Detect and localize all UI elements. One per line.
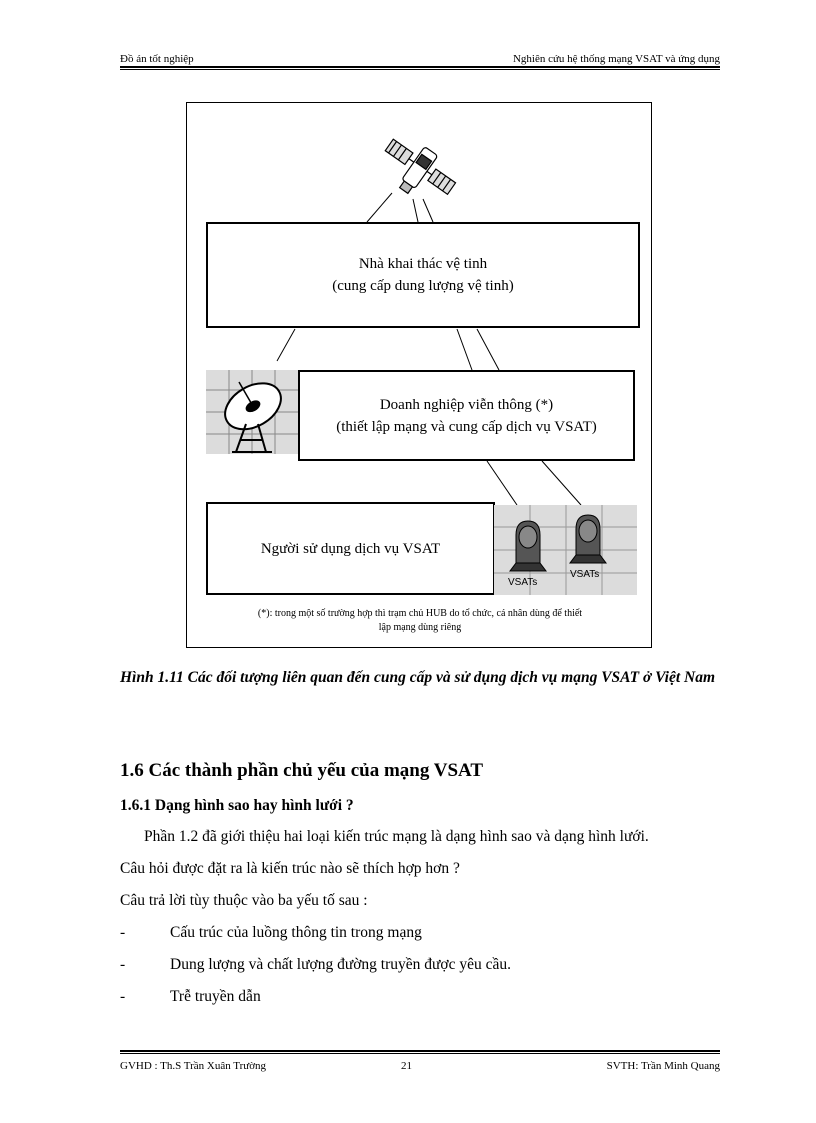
box1-line2: (cung cấp dung lượng vệ tinh) [332, 278, 514, 294]
footer-left: GVHD : Th.S Trần Xuân Trường [120, 1060, 267, 1072]
figure-note [207, 607, 633, 635]
bullet-item-1: Cấu trúc của luồng thông tin trong mạng [170, 924, 422, 941]
vsat-label-2: VSATs [570, 569, 600, 580]
satellite-icon [378, 129, 460, 209]
bullet-item-3: Trễ truyền dẫn [170, 988, 261, 1005]
box2-line2: (thiết lập mạng và cung cấp dịch vụ VSAT) [336, 418, 597, 435]
satellite-operator-box [206, 222, 640, 328]
figure-note-line2: lập mạng dùng riêng [378, 622, 462, 633]
box1-line1: Nhà khai thác vệ tinh [358, 256, 488, 272]
dish-antenna-icon [206, 370, 298, 454]
figure-note-line1: (*): trong một số trường hợp thì trạm chủ HUB do tổ chức, cá nhân dùng để thiết [257, 608, 583, 619]
figure-caption: Hình 1.11 Các đối tượng liên quan đến cung cấp và sử dụng dịch vụ mạng VSAT ở Việt Nam [120, 669, 716, 686]
telecom-enterprise-box [298, 370, 635, 461]
page-number: 21 [401, 1060, 412, 1072]
footer-rule-thin [120, 1053, 720, 1054]
subsection-heading: 1.6.1 Dạng hình sao hay hình lưới ? [120, 797, 354, 814]
paragraph-3: Câu trả lời tùy thuộc vào ba yếu tố sau : [120, 892, 368, 909]
header-rule-thin [120, 69, 720, 70]
footer-rule [120, 1050, 720, 1052]
bullet-marker-3: - [120, 988, 126, 1005]
bullet-marker-2: - [120, 956, 126, 973]
vsat-label-1: VSATs [508, 577, 538, 588]
header-right: Nghiên cứu hệ thống mạng VSAT và ứng dụng [512, 53, 720, 65]
header-rule [120, 66, 720, 68]
vsat-user-box [206, 502, 495, 595]
section-heading: 1.6 Các thành phần chủ yếu của mạng VSAT [120, 760, 484, 781]
vsat-terminals-panel [494, 505, 637, 595]
box2-line1: Doanh nghiệp viễn thông (*) [379, 396, 554, 413]
figure-vsat-stakeholders [186, 102, 652, 648]
box3-label: Người sử dụng dịch vụ VSAT [260, 540, 441, 557]
bullet-marker-1: - [120, 924, 126, 941]
paragraph-2: Câu hỏi được đặt ra là kiến trúc nào sẽ thích hợp hơn ? [120, 860, 460, 877]
footer-right: SVTH: Trần Minh Quang [606, 1060, 720, 1072]
header-left: Đồ án tốt nghiệp [120, 53, 194, 65]
bullet-item-2: Dung lượng và chất lượng đường truyền được yêu cầu. [170, 956, 512, 973]
paragraph-1: Phần 1.2 đã giới thiệu hai loại kiến trúc mạng là dạng hình sao và dạng hình lưới. [144, 828, 649, 845]
